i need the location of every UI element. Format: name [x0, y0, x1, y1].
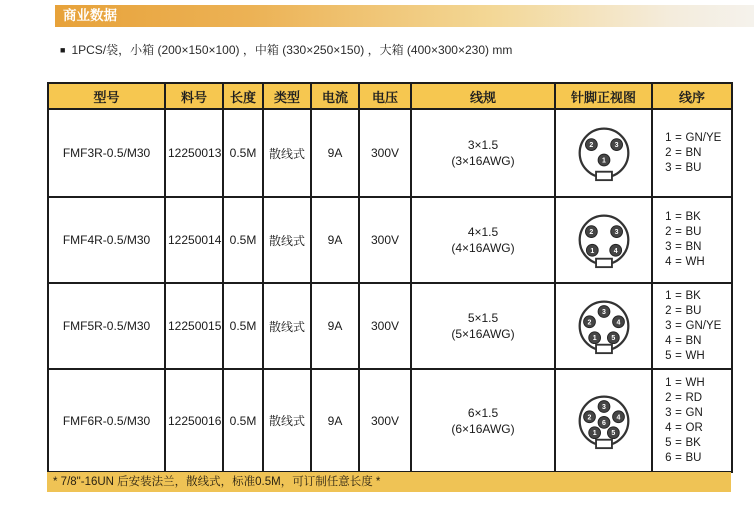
- wire-order-pin: 3: [665, 161, 672, 174]
- svg-text:2: 2: [587, 413, 591, 421]
- wire-order-line: [655, 146, 729, 161]
- pin-5: [607, 332, 619, 344]
- spec-table-header: [48, 83, 732, 109]
- wire-order-color: BK: [685, 289, 701, 302]
- col-header-wire-order: 线序: [652, 83, 732, 109]
- wire-order-color: WH: [685, 349, 705, 362]
- wire-order-pin: 1: [665, 131, 672, 144]
- table-row: [48, 197, 732, 283]
- pin-6: [598, 416, 610, 428]
- wire-order-color: BU: [685, 451, 702, 464]
- equals-sign: =: [675, 319, 682, 332]
- cell-part-no: 12250016: [165, 369, 223, 472]
- svg-text:2: 2: [588, 229, 593, 237]
- col-header-part-no: 料号: [165, 83, 223, 109]
- wire-order-line: [655, 376, 729, 391]
- equals-sign: =: [675, 421, 682, 434]
- wire-order-color: BU: [685, 161, 702, 174]
- wire-gauge-line: (3×16AWG): [451, 154, 515, 168]
- cell-voltage: 300V: [359, 283, 411, 369]
- cell-wire-order: [652, 197, 732, 283]
- spec-table: [47, 82, 733, 473]
- cell-wire-order: [652, 109, 732, 197]
- equals-sign: =: [675, 406, 682, 419]
- connector-body: [579, 129, 628, 178]
- wire-order-color: BN: [685, 334, 702, 347]
- cell-current: 9A: [311, 283, 359, 369]
- wire-order-pin: 3: [665, 406, 672, 419]
- wire-order-pin: 1: [665, 211, 672, 223]
- pin-diagram: [558, 211, 649, 269]
- cell-model: FMF3R-0.5/M30: [48, 109, 165, 197]
- pin-diagram-svg: [575, 211, 633, 269]
- wire-order-line: [655, 161, 729, 176]
- svg-text:4: 4: [616, 413, 620, 421]
- wire-order-color: GN: [685, 406, 703, 419]
- wire-gauge-line: (5×16AWG): [451, 327, 515, 341]
- wire-order-line: [655, 131, 729, 146]
- col-header-current: 电流: [311, 83, 359, 109]
- cell-type: 散线式: [263, 369, 311, 472]
- wire-order-color: BU: [685, 304, 702, 317]
- col-header-voltage: 电压: [359, 83, 411, 109]
- wire-order-color: BK: [685, 211, 701, 223]
- wire-order-pin: 5: [665, 349, 672, 362]
- wire-order-pin: 5: [665, 436, 672, 449]
- cell-model: FMF5R-0.5/M30: [48, 283, 165, 369]
- svg-text:1: 1: [601, 157, 606, 165]
- pin-4: [612, 410, 624, 422]
- svg-text:5: 5: [610, 429, 615, 437]
- wire-order-color: GN/YE: [685, 131, 722, 144]
- cell-pin-view: [555, 369, 652, 472]
- pin-diagram-svg: [575, 392, 633, 450]
- cell-length: 0.5M: [223, 369, 263, 472]
- pin-3: [598, 400, 610, 412]
- wire-order-line: [655, 289, 729, 304]
- cell-voltage: 300V: [359, 109, 411, 197]
- wire-gauge-line: (4×16AWG): [451, 241, 515, 255]
- pin-1: [588, 426, 600, 438]
- pin-3: [610, 226, 622, 238]
- wire-order-pin: 4: [665, 421, 672, 434]
- pin-2: [585, 226, 597, 238]
- wire-order-color: WH: [685, 376, 705, 389]
- wire-order-color: BU: [685, 226, 702, 238]
- spec-table-body: [48, 109, 732, 472]
- wire-order-pin: 4: [665, 256, 672, 268]
- cell-wire-order: [652, 369, 732, 472]
- section-banner: [55, 5, 754, 27]
- svg-text:1: 1: [592, 429, 597, 437]
- equals-sign: =: [675, 391, 682, 404]
- wire-order-line: [655, 210, 729, 225]
- footer-note-text: * 7/8"-16UN 后安装法兰，散线式，标准0.5M，可订制任意长度 *: [53, 476, 381, 488]
- wire-order-color: BN: [685, 241, 702, 253]
- table-row: [48, 109, 732, 197]
- wire-order-line: [655, 240, 729, 255]
- cell-current: 9A: [311, 369, 359, 472]
- pin-3: [598, 306, 610, 318]
- wire-order-pin: 6: [665, 451, 672, 464]
- cell-wire-gauge: [411, 109, 555, 197]
- wire-gauge-line: 5×1.5: [467, 311, 499, 325]
- equals-sign: =: [675, 376, 682, 389]
- cell-wire-order: [652, 283, 732, 369]
- wire-order-color: BN: [685, 146, 702, 159]
- wire-order-line: [655, 225, 729, 240]
- keyway-notch: [596, 439, 612, 447]
- equals-sign: =: [675, 131, 682, 144]
- equals-sign: =: [675, 161, 682, 174]
- wire-order-pin: 3: [665, 241, 672, 253]
- pin-diagram: [558, 392, 649, 450]
- svg-text:6: 6: [601, 419, 606, 427]
- cell-model: FMF6R-0.5/M30: [48, 369, 165, 472]
- svg-text:3: 3: [614, 142, 619, 150]
- wire-order-line: [655, 334, 729, 349]
- wire-gauge-line: 3×1.5: [467, 138, 499, 152]
- wire-gauge-line: (6×16AWG): [451, 421, 515, 436]
- pin-diagram: [558, 297, 649, 355]
- cell-voltage: 300V: [359, 369, 411, 472]
- wire-order-pin: 2: [665, 391, 672, 404]
- bullet-square-icon: ■: [60, 45, 66, 55]
- cell-part-no: 12250014: [165, 197, 223, 283]
- cell-pin-view: [555, 197, 652, 283]
- wire-order-pin: 2: [665, 226, 672, 238]
- wire-order-pin: 1: [665, 289, 672, 302]
- cell-length: 0.5M: [223, 197, 263, 283]
- wire-order-line: [655, 319, 729, 334]
- pin-1: [586, 244, 598, 256]
- packaging-note-text: 1PCS/袋，小箱 (200×150×100) ，中箱 (330×250×150) ，大箱 (400×300×230) mm: [71, 43, 513, 57]
- equals-sign: =: [675, 349, 682, 362]
- packaging-note: [60, 41, 512, 58]
- col-header-type: 类型: [263, 83, 311, 109]
- equals-sign: =: [675, 211, 682, 223]
- equals-sign: =: [675, 146, 682, 159]
- cell-type: 散线式: [263, 109, 311, 197]
- svg-text:5: 5: [610, 335, 615, 343]
- cell-wire-gauge: [411, 369, 555, 472]
- keyway-notch: [596, 172, 612, 180]
- cell-length: 0.5M: [223, 109, 263, 197]
- wire-gauge-line: 6×1.5: [467, 405, 499, 420]
- cell-wire-gauge: [411, 283, 555, 369]
- table-row: [48, 369, 732, 472]
- pin-diagram-svg: [575, 124, 633, 182]
- col-header-wire-gauge: 线规: [411, 83, 555, 109]
- cell-pin-view: [555, 109, 652, 197]
- col-header-length: 长度: [223, 83, 263, 109]
- pin-2: [583, 316, 595, 328]
- cell-wire-gauge: [411, 197, 555, 283]
- wire-order-color: OR: [685, 421, 703, 434]
- wire-order-line: [655, 406, 729, 421]
- table-row: [48, 283, 732, 369]
- wire-order-pin: 4: [665, 334, 672, 347]
- wire-order-color: WH: [685, 256, 705, 268]
- pin-2: [585, 139, 597, 151]
- equals-sign: =: [675, 436, 682, 449]
- wire-order-line: [655, 304, 729, 319]
- svg-text:4: 4: [616, 319, 620, 327]
- cell-part-no: 12250013: [165, 109, 223, 197]
- pin-3: [610, 139, 622, 151]
- wire-order-line: [655, 436, 729, 451]
- wire-order-color: RD: [685, 391, 703, 404]
- equals-sign: =: [675, 256, 682, 268]
- cell-type: 散线式: [263, 283, 311, 369]
- wire-order-pin: 2: [665, 146, 672, 159]
- equals-sign: =: [675, 289, 682, 302]
- footer-note-bar: [47, 472, 731, 492]
- svg-text:1: 1: [592, 335, 597, 343]
- keyway-notch: [596, 259, 612, 267]
- wire-order-line: [655, 451, 729, 466]
- wire-order-pin: 1: [665, 376, 672, 389]
- equals-sign: =: [675, 451, 682, 464]
- cell-pin-view: [555, 283, 652, 369]
- equals-sign: =: [675, 304, 682, 317]
- wire-order-pin: 2: [665, 304, 672, 317]
- wire-order-color: BK: [685, 436, 701, 449]
- pin-1: [598, 154, 610, 166]
- pin-2: [583, 410, 595, 422]
- col-header-pin-view: 针脚正视图: [555, 83, 652, 109]
- pin-4: [609, 244, 621, 256]
- cell-current: 9A: [311, 109, 359, 197]
- wire-order-line: [655, 349, 729, 364]
- cell-model: FMF4R-0.5/M30: [48, 197, 165, 283]
- svg-text:3: 3: [614, 229, 619, 237]
- wire-order-line: [655, 255, 729, 270]
- svg-text:2: 2: [587, 319, 591, 327]
- cell-length: 0.5M: [223, 283, 263, 369]
- cell-part-no: 12250015: [165, 283, 223, 369]
- pin-1: [588, 332, 600, 344]
- wire-order-line: [655, 421, 729, 436]
- wire-gauge-line: 4×1.5: [467, 225, 499, 239]
- cell-current: 9A: [311, 197, 359, 283]
- pin-4: [612, 316, 624, 328]
- svg-text:4: 4: [613, 247, 618, 255]
- pin-diagram: [558, 124, 649, 182]
- equals-sign: =: [675, 334, 682, 347]
- col-header-model: 型号: [48, 83, 165, 109]
- svg-text:1: 1: [589, 247, 594, 255]
- wire-order-line: [655, 391, 729, 406]
- pin-diagram-svg: [575, 297, 633, 355]
- svg-text:2: 2: [588, 142, 593, 150]
- cell-type: 散线式: [263, 197, 311, 283]
- cell-voltage: 300V: [359, 197, 411, 283]
- section-title: 商业数据: [63, 8, 117, 23]
- keyway-notch: [596, 345, 612, 353]
- equals-sign: =: [675, 241, 682, 253]
- wire-order-color: GN/YE: [685, 319, 722, 332]
- connector-body: [579, 216, 628, 265]
- svg-text:3: 3: [601, 309, 606, 317]
- wire-order-pin: 3: [665, 319, 672, 332]
- svg-text:3: 3: [601, 403, 606, 411]
- pin-5: [607, 426, 619, 438]
- equals-sign: =: [675, 226, 682, 238]
